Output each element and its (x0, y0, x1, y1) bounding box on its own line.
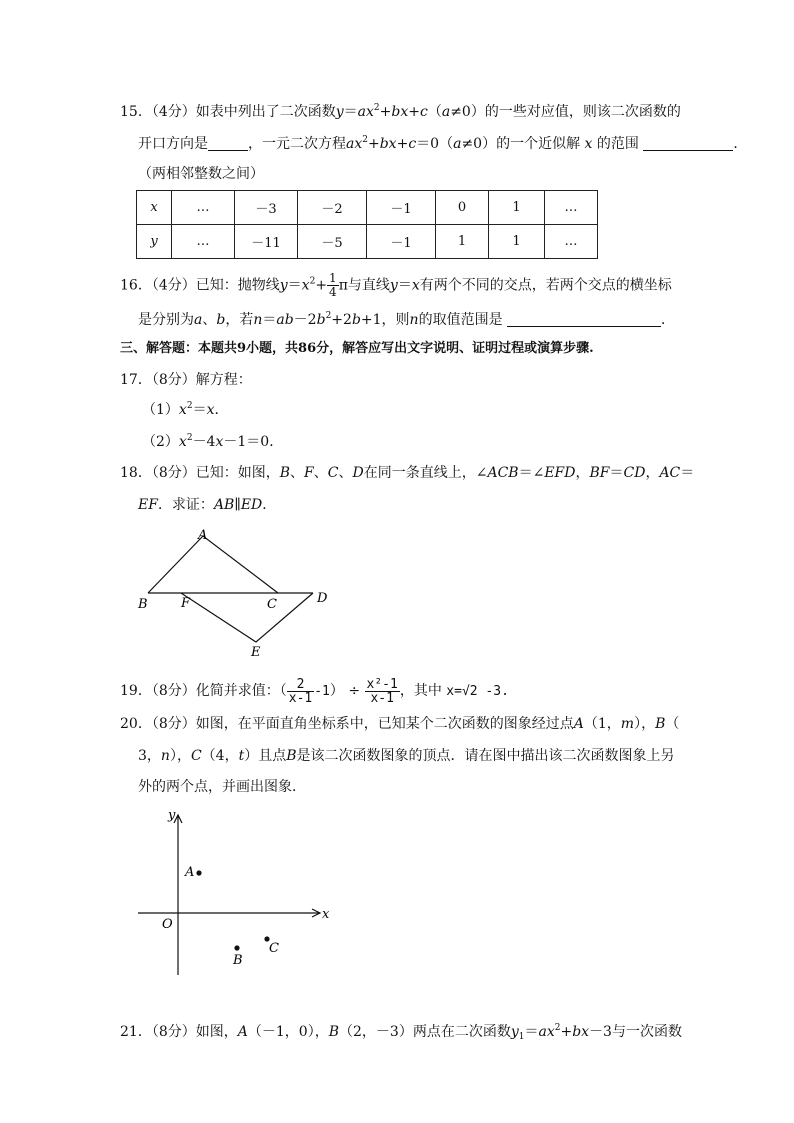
q21-text: 与一次函数 (611, 1024, 682, 1040)
q15-number: 15． (120, 104, 152, 120)
label-E: E (251, 645, 261, 660)
q15-text: ，一元二次方程 (248, 136, 346, 152)
q15-text: 的范围 (596, 136, 639, 152)
table-cell: －1 (367, 225, 436, 259)
q18-text: ．求证： (157, 497, 214, 513)
label-A: A (185, 865, 195, 880)
q17-line1 (120, 370, 252, 390)
q15-line2: 开口方向是 ，一元二次方程$ax^2+bx+c=0(a\ne 0)$的一个近似解 x 的范围 ． (138, 135, 748, 152)
q21-line1: 21．（8分）如图，A（－1，0），B（2，－3）两点在二次函数$y_1=ax^2+bx-3$与一次函数 (120, 1023, 682, 1042)
q16-number: 16． (120, 277, 152, 294)
table-cell: －5 (298, 225, 367, 259)
label-F: F (181, 596, 191, 611)
answer-blank[interactable] (208, 136, 248, 151)
q20-text: 是该二次函数图象的顶点．请在图中描出该二次函数图象上另 (296, 748, 675, 764)
q17-part1: $(1)x^2=x$． (142, 401, 229, 418)
q19-score: （8分） (151, 683, 196, 699)
q20-score: （8分） (151, 716, 196, 732)
q16-text: ，则 (381, 312, 410, 328)
table-cell: 0 (436, 191, 489, 225)
q18-line2: EF．求证：AB∥ED． (138, 497, 277, 513)
q19-line: 19．（8分）化简并求值：（ $\frac{2}{x-1}$ -1） ÷ $\frac{\text{x²-1}}{x-1}$ ，其中 x=√2 -3. (120, 676, 509, 706)
label-C: C (269, 941, 279, 956)
q19-text: 化简并求值： (195, 683, 280, 699)
row-label-y: y (137, 225, 172, 259)
q15-line3: （两相邻整数之间） (138, 166, 264, 182)
q20-coordinate-figure (130, 805, 340, 985)
row-label-x: x (137, 191, 172, 225)
q18-triangle-figure (130, 522, 340, 662)
part-label: （2） (142, 434, 179, 450)
table-cell: … (172, 225, 235, 259)
q20-text: 如图，在平面直角坐标系中，已知某个二次函数的图象经过点 (195, 716, 574, 732)
q18-text: ． (262, 497, 277, 513)
q20-line1: 20．（8分）如图，在平面直角坐标系中，已知某个二次函数的图象经过点A（1，m），B（ (120, 716, 680, 732)
q15-text: 如表中列出了二次函数 (195, 104, 336, 120)
q16-line1: 16．（4分）已知：抛物线$y=x^2+$ $\frac{1}{4}$ π与直线y＝x有两个不同的交点，若两个交点的横坐标 (120, 271, 672, 299)
q18-text: 在同一条直线上， (363, 465, 476, 481)
triangle-abc (148, 536, 278, 593)
table-cell: 1 (436, 225, 489, 259)
triangle-efd (181, 593, 313, 642)
table-row (137, 225, 598, 259)
q16-text: 的取值范围是 (418, 312, 503, 328)
table-cell: －1 (367, 191, 436, 225)
q16-text: 是分别为 (138, 312, 194, 328)
table-cell: … (545, 225, 598, 259)
q18-line1: 18．（8分）已知：如图，B、F、C、D在同一条直线上，∠ACB＝∠EFD，BF＝CD，AC＝ (120, 465, 695, 481)
table-cell: －3 (235, 191, 298, 225)
q17-text: 解方程： (195, 372, 252, 388)
label-C: C (267, 597, 277, 612)
q15-line1: 15．（4分）如表中列出了二次函数$y=ax^2+bx+c(a\ne 0)$的一些对应值，则该二次函数的 (120, 103, 681, 120)
q17-score: （8分） (151, 372, 196, 388)
q21-score: （8分） (151, 1024, 196, 1040)
table-cell: 1 (489, 225, 545, 259)
q19-value: x=√2 -3. (446, 684, 509, 699)
label-B: B (138, 597, 148, 612)
label-y: y (168, 808, 176, 823)
q17-part2: $(2)x^2-4x-1=0$． (142, 433, 284, 450)
label-B: B (233, 953, 243, 968)
q16-text: ，若 (225, 312, 254, 328)
part-label: （1） (142, 402, 179, 418)
section-heading: 三、解答题：本题共9小题，共86分，解答应写出文字说明、证明过程或演算步骤. (120, 341, 594, 356)
label-D: D (317, 591, 328, 606)
q16-text: 与直线 (347, 277, 390, 294)
table-cell: … (545, 191, 598, 225)
label-O: O (162, 917, 173, 932)
q19-text: ，其中 (399, 683, 442, 699)
q21-number: 21． (120, 1024, 152, 1040)
divide-symbol: ÷ (348, 683, 361, 699)
q18-score: （8分） (151, 465, 196, 481)
q18-text: 已知：如图， (195, 465, 280, 481)
label-x: x (322, 907, 330, 922)
q15-text: 的一个近似解 (496, 136, 581, 152)
point-B (234, 945, 239, 950)
pi-symbol: π (338, 277, 348, 294)
answer-blank[interactable] (643, 136, 733, 151)
q15-text: 的一些对应值，则该二次函数的 (484, 104, 681, 120)
q16-text: ． (661, 312, 676, 328)
q21-text: 两点在二次函数 (412, 1024, 511, 1040)
table-cell: －2 (298, 191, 367, 225)
label-A: A (198, 528, 208, 543)
q15-value-table (136, 190, 598, 259)
table-row (137, 191, 598, 225)
table-cell: 1 (489, 191, 545, 225)
q16-score: （4分） (151, 277, 196, 294)
q17-number: 17． (120, 372, 152, 388)
q16-text: 有两个不同的交点，若两个交点的横坐标 (419, 277, 672, 294)
q15-text: ． (733, 136, 748, 152)
table-cell: … (172, 191, 235, 225)
q20-number: 20． (120, 716, 152, 732)
point-A (196, 870, 201, 875)
q16-text: 已知：抛物线 (195, 277, 280, 294)
q21-text: 如图， (195, 1024, 238, 1040)
q20-line2: 3，n），C（4，t）且点B是该二次函数图象的顶点．请在图中描出该二次函数图象上另 (138, 748, 675, 764)
q20-line3: 外的两个点，并画出图象． (138, 779, 306, 795)
table-cell: －11 (235, 225, 298, 259)
fraction-one-quarter: $\frac{1}{4}$ (329, 271, 337, 299)
q15-score: （4分） (151, 104, 196, 120)
q19-number: 19． (120, 683, 152, 699)
fraction-x2-1-over-x-1: $\frac{\text{x²-1}}{x-1}$ (366, 676, 398, 706)
q15-text: 开口方向是 (138, 136, 208, 152)
answer-blank[interactable] (507, 312, 661, 327)
q18-number: 18． (120, 465, 152, 481)
q16-line2: 是分别为a、b，若$n=ab-2b^2+2b+1$，则n的取值范围是 ． (138, 311, 676, 328)
fraction-2-over-x-1: $\frac{2}{x-1}$ (288, 676, 313, 706)
minus-one: -1 (314, 684, 330, 699)
